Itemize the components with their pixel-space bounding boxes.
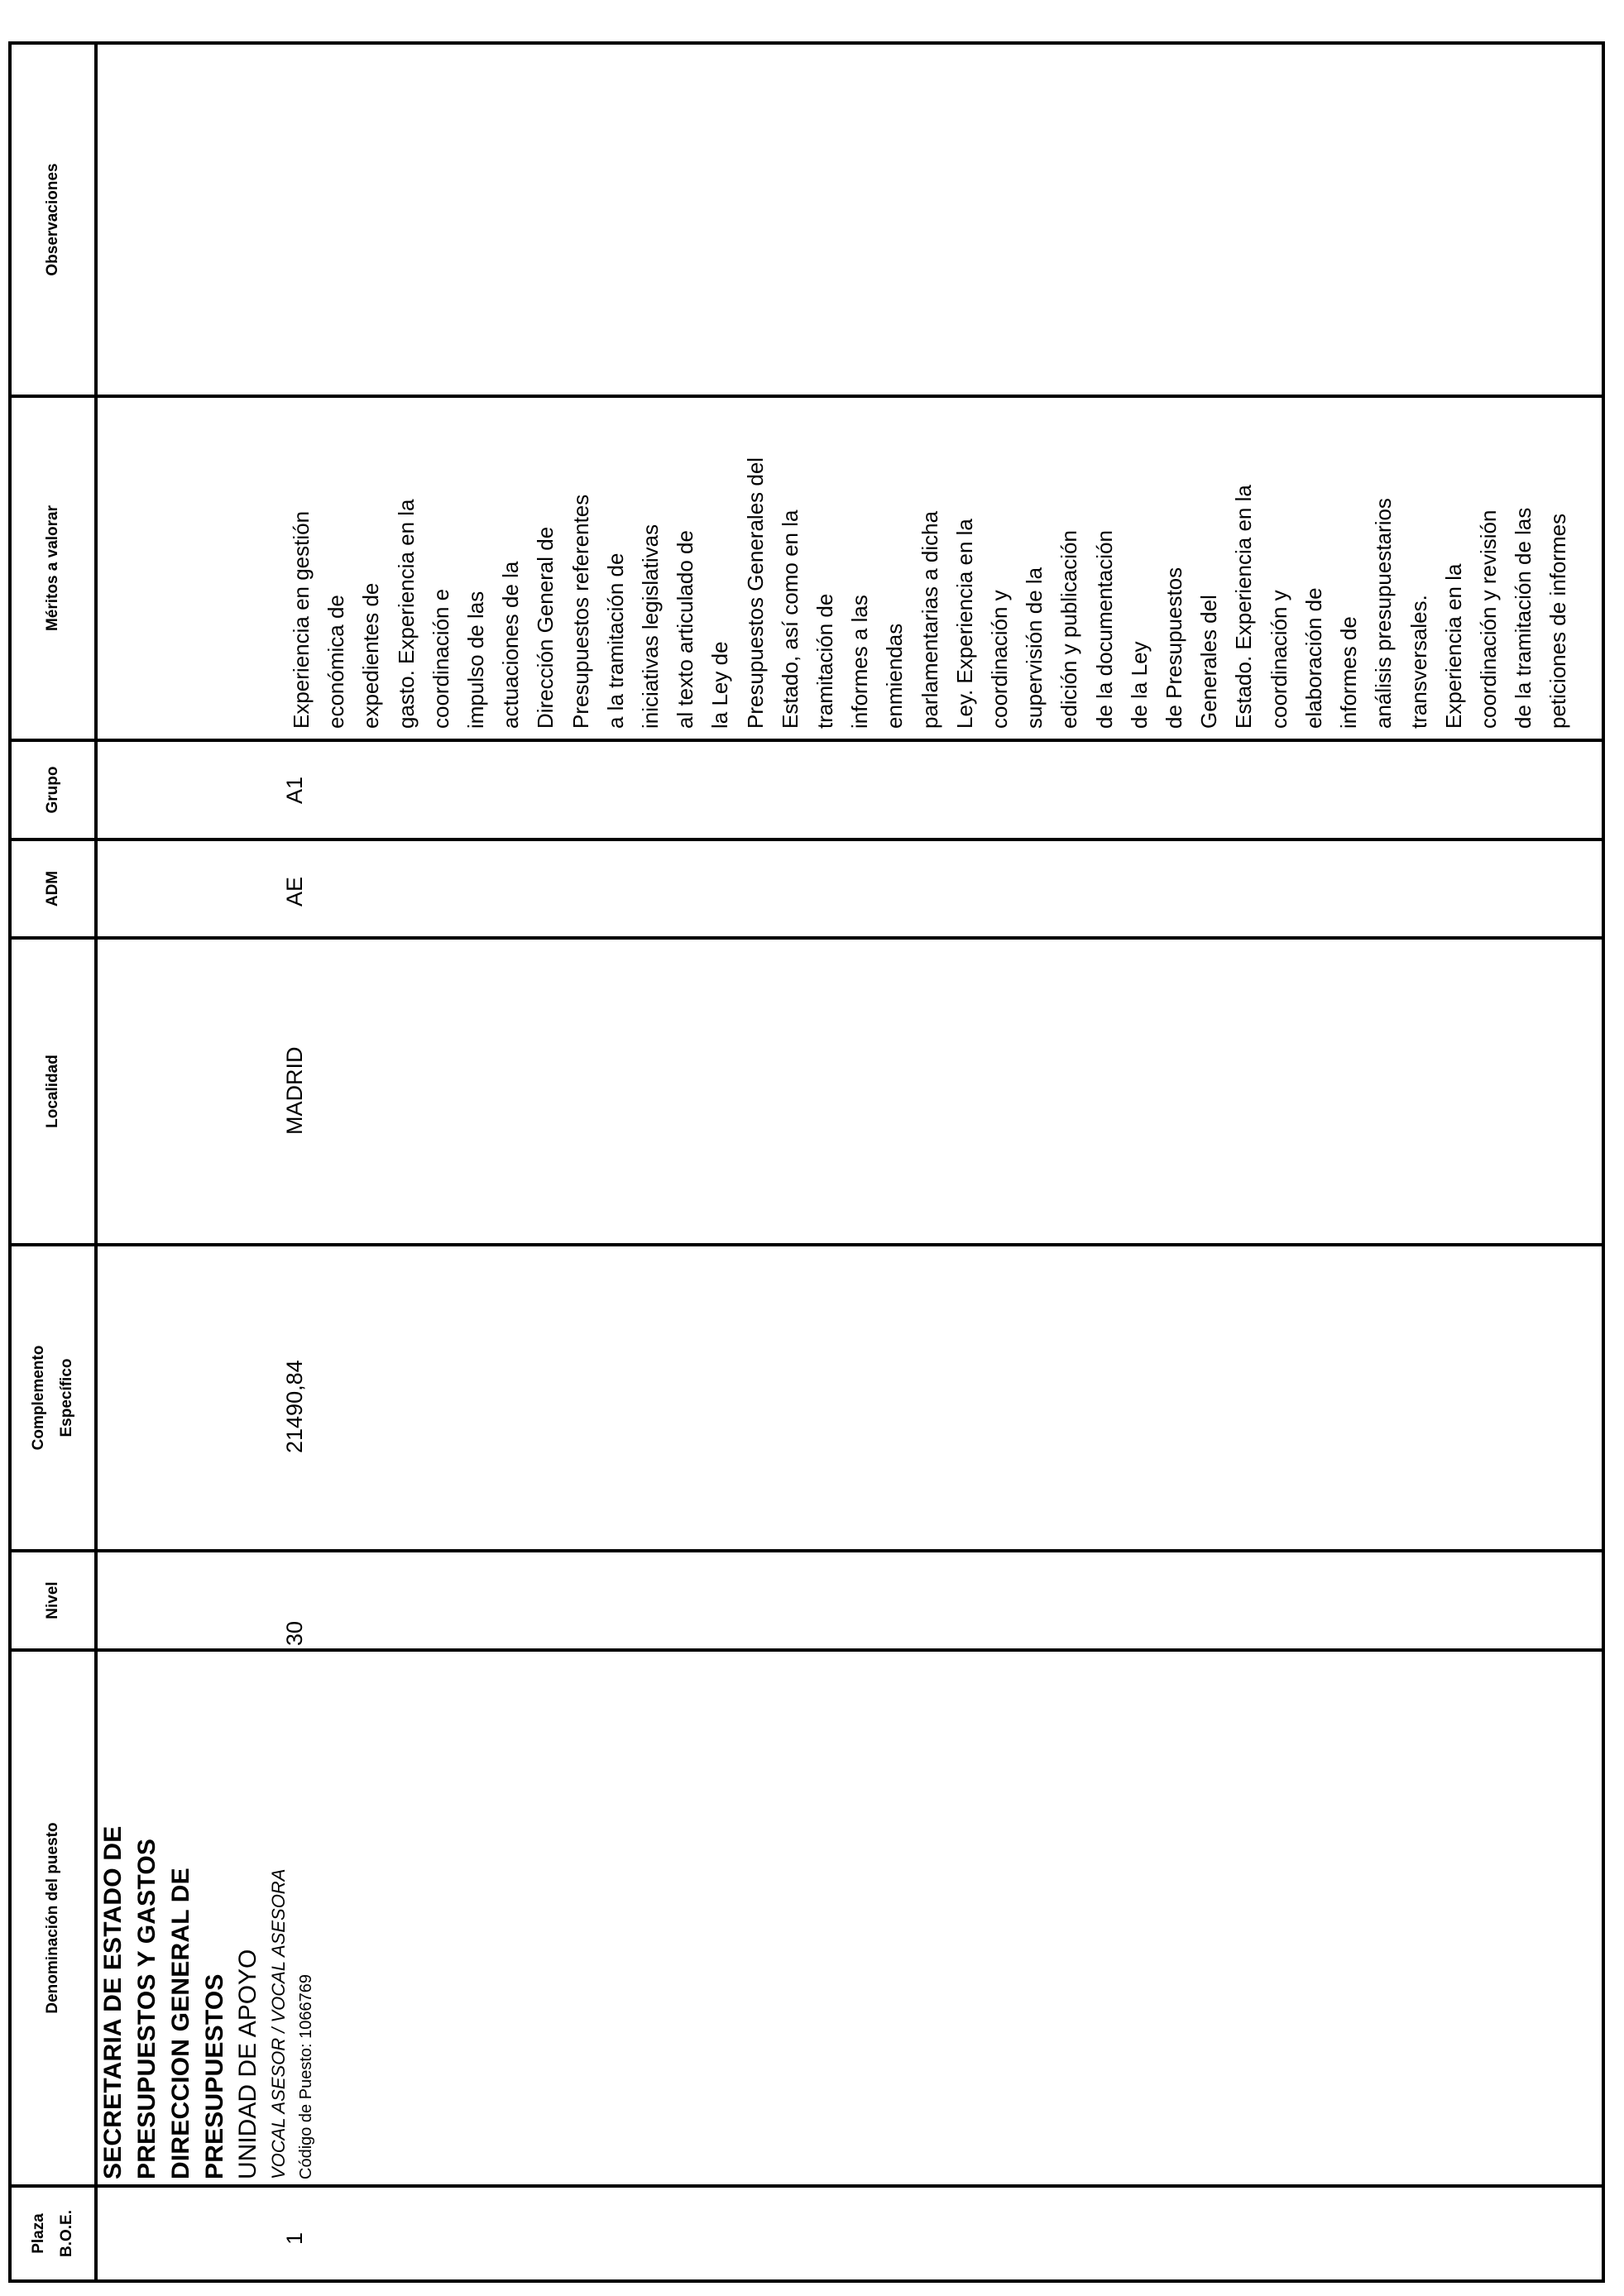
denominacion-puesto: VOCAL ASESOR / VOCAL ASESORA — [268, 1868, 289, 2179]
header-grupo-label: Grupo — [44, 766, 61, 814]
header-plaza-line1: Plaza — [30, 2213, 47, 2254]
grupo-value: A1 — [282, 776, 307, 804]
plaza-value: 1 — [282, 2231, 307, 2245]
col-border-6 — [8, 838, 1605, 841]
header-observaciones-label: Observaciones — [44, 163, 61, 276]
header-observaciones — [12, 45, 94, 395]
vacancy-table — [8, 41, 1605, 2283]
complemento-value: 21490,84 — [282, 1360, 307, 1453]
header-complemento — [12, 1246, 94, 1549]
header-nivel — [12, 1552, 94, 1648]
col-border-7 — [8, 739, 1605, 742]
denominacion-codigo: Código de Puesto: 1066769 — [297, 1974, 315, 2179]
header-localidad — [12, 940, 94, 1243]
denominacion-cell — [96, 1653, 319, 2179]
adm-value: AE — [282, 876, 307, 906]
header-localidad-label: Localidad — [44, 1055, 61, 1128]
denominacion-title-line-3: DIRECCION GENERAL DE — [167, 1868, 194, 2179]
col-border-5 — [8, 936, 1605, 940]
header-complemento-line2: Específico — [58, 1358, 75, 1437]
header-adm — [12, 841, 94, 936]
denominacion-unit: UNIDAD DE APOYO — [234, 1949, 261, 2179]
denominacion-title-line-2: PRESUPUESTOS Y GASTOS — [133, 1838, 160, 2179]
meritos-text: Experiencia en gestión económica de expedientes de gasto. Experiencia en la coordinación e impulso de las actuaciones de la Dirección General de Presupuestos referentes a la tramitación de iniciativas legislativas al texto articulado de la Ley de Presupuestos Generales del Estado, así como en la tramitación de informes a las enmiendas parlamentarias a dicha Ley. Experiencia en la coordinación y supervisión de la edición y publicación de la documentación de la Ley de Presupuestos Generales del Estado. Experiencia en la coordinación y elaboración de informes de análisis presupuestarios transversales. Experiencia en la coordinación y revisión de la tramitación de las peticiones de informes — [289, 457, 1571, 729]
header-meritos — [12, 398, 94, 739]
col-border-2 — [8, 1648, 1605, 1652]
header-denominacion — [12, 1652, 94, 2184]
denominacion-title-line-1: SECRETARIA DE ESTADO DE — [99, 1825, 127, 2179]
nivel-value: 30 — [282, 1620, 307, 1646]
col-border-3 — [8, 1549, 1605, 1552]
header-nivel-label: Nivel — [44, 1581, 61, 1619]
table-bottom-border — [1602, 41, 1605, 2283]
col-border-left — [8, 2279, 1605, 2283]
col-border-4 — [8, 1243, 1605, 1246]
header-grupo — [12, 742, 94, 838]
localidad-value: MADRID — [282, 1046, 307, 1135]
denominacion-title-line-4: PRESUPUESTOS — [201, 1973, 228, 2179]
header-complemento-line1: Complemento — [30, 1345, 47, 1451]
col-border-right — [8, 41, 1605, 45]
header-adm-label: ADM — [44, 870, 61, 907]
header-plaza — [12, 2188, 94, 2279]
header-plaza-line2: B.O.E. — [58, 2210, 75, 2258]
header-denominacion-label: Denominación del puesto — [44, 1822, 61, 2014]
col-border-1 — [8, 2184, 1605, 2188]
col-border-8 — [8, 395, 1605, 398]
header-meritos-label: Méritos a valorar — [44, 505, 61, 632]
